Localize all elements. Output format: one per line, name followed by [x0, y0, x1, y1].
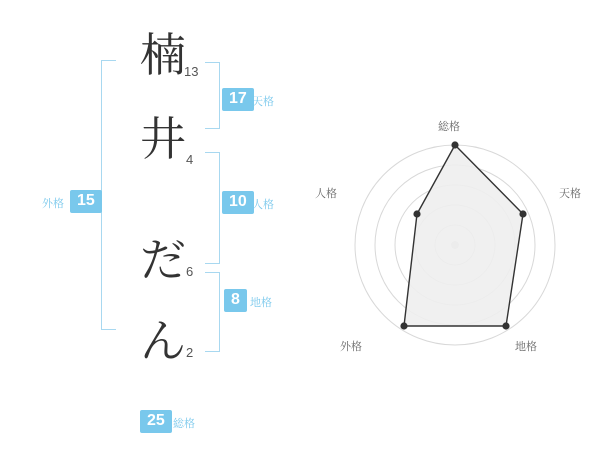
radar-axis-label-jinkaku: 人格 [315, 187, 337, 200]
jinkaku-label: 人格 [252, 198, 274, 211]
radar-axis-label-tenkaku: 天格 [559, 187, 581, 200]
radar-point-soukaku [451, 141, 458, 148]
name-char-3: だ [140, 233, 186, 287]
name-char-4-strokes: 2 [186, 345, 194, 360]
name-char-2: 井 [140, 112, 186, 166]
name-char-1: 楠 [140, 28, 186, 82]
radar-axis-label-soukaku: 総格 [438, 120, 460, 133]
gaikaku-badge: 15 [70, 190, 102, 213]
soukaku-badge: 25 [140, 410, 172, 433]
tenkaku-label: 天格 [252, 95, 274, 108]
radar-point-gaikaku [400, 322, 407, 329]
name-char-3-strokes: 6 [186, 264, 194, 279]
radar-point-jinkaku [413, 210, 420, 217]
name-char-1-strokes: 13 [184, 64, 199, 79]
radar-point-tenkaku [519, 210, 526, 217]
gaikaku-bracket [101, 60, 116, 330]
chikaku-bracket [205, 272, 220, 352]
name-char-2-strokes: 4 [186, 152, 194, 167]
jinkaku-bracket [205, 152, 220, 264]
radar-axis-label-chikaku: 地格 [515, 340, 537, 353]
radar-axis-label-gaikaku: 外格 [340, 340, 362, 353]
name-char-4: ん [140, 314, 186, 368]
chikaku-label: 地格 [250, 296, 272, 309]
chikaku-badge: 8 [224, 289, 247, 312]
soukaku-label: 総格 [173, 417, 195, 430]
jinkaku-badge: 10 [222, 191, 254, 214]
gaikaku-label: 外格 [42, 197, 64, 210]
tenkaku-badge: 17 [222, 88, 254, 111]
radar-point-chikaku [502, 322, 509, 329]
radar-chart [310, 100, 600, 390]
tenkaku-bracket [205, 62, 220, 129]
